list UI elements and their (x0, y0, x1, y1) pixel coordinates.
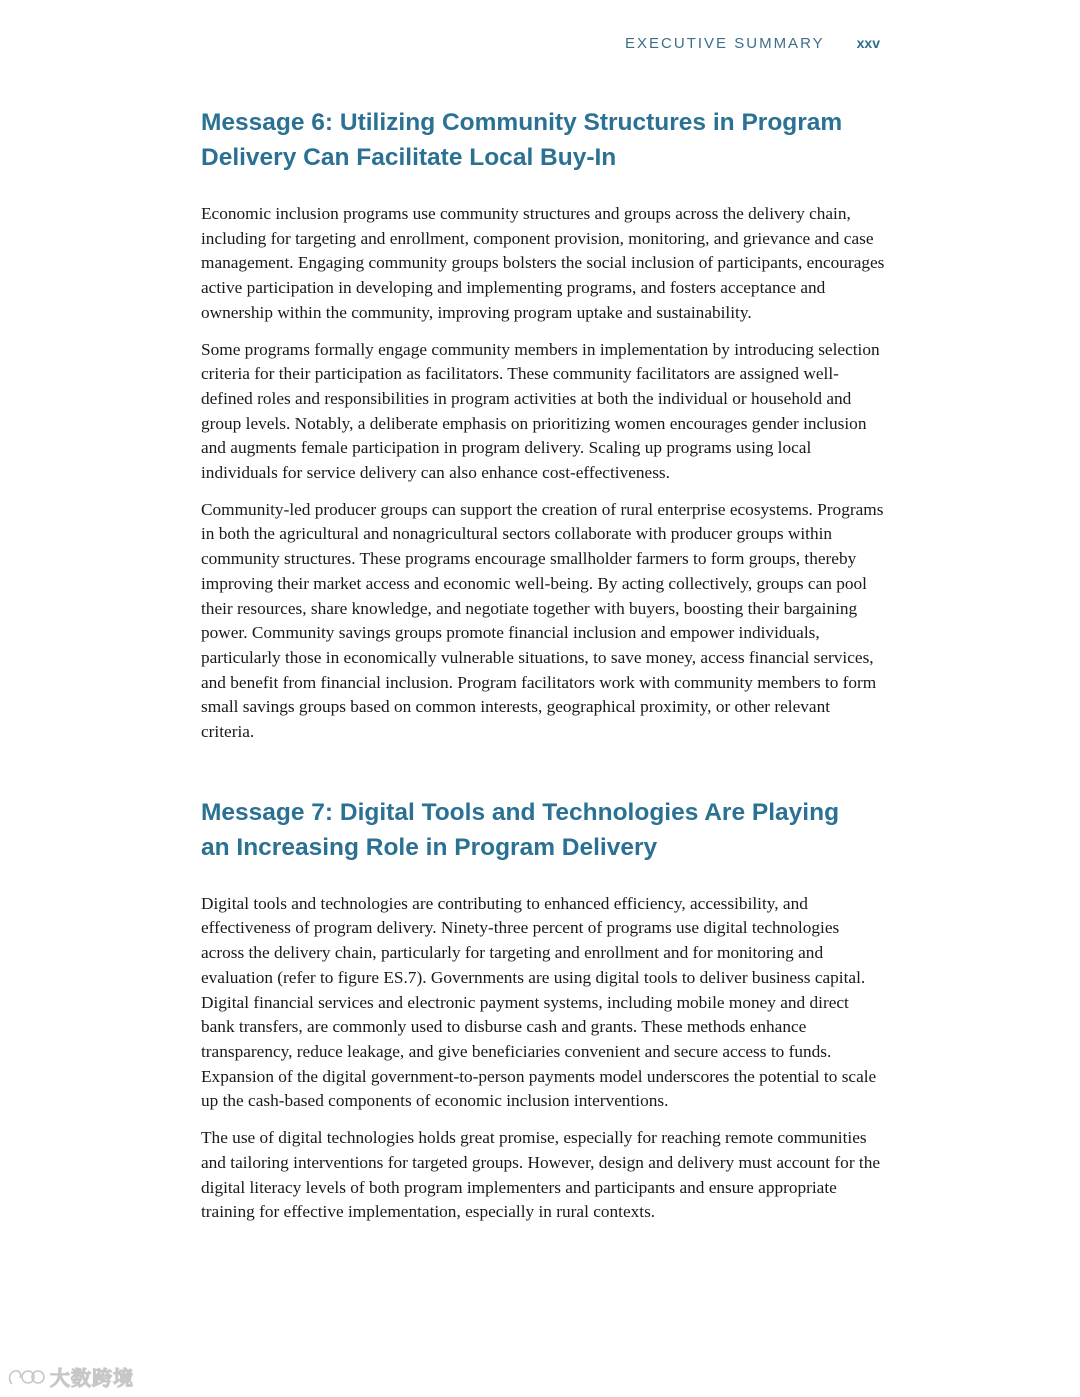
running-title: EXECUTIVE SUMMARY (625, 35, 825, 52)
heading-line: Message 7: Digital Tools and Technologies Are Playing (201, 798, 840, 826)
paragraph: The use of digital technologies holds great promise, especially for reaching remote communities and tailoring interventions for targeted groups. However, design and delivery must account for the digital literacy levels of both program implementers and participants and ensure appropriate training for effective implementation, especially in rural contexts. (201, 1128, 881, 1222)
message-6-section (201, 105, 885, 745)
watermark-text: 大数跨境 (50, 1366, 134, 1390)
page-content (201, 105, 885, 1237)
message-7-section (201, 795, 885, 1225)
paragraph: Economic inclusion programs use community structures and groups across the delivery chain, including for targeting and enrollment, component provision, monitoring, and grievance and case management. Engaging community groups bolsters the social inclusion of participants, encourages active participation in developing and implementing programs, and fosters acceptance and ownership within the community, improving program uptake and sustainability. (201, 204, 885, 322)
watermark (6, 1362, 134, 1391)
watermark-logo-icon (6, 1366, 46, 1388)
running-header (625, 35, 880, 52)
message-6-heading (201, 105, 885, 175)
heading-line: an Increasing Role in Program Delivery (201, 833, 658, 861)
paragraph: Community-led producer groups can support the creation of rural enterprise ecosystems. Programs in both the agricultural and nonagricultural sectors collaborate with producer groups within community structures. These programs encourage smallholder farmers to form groups, thereby improving their market access and economic well-being. By acting collectively, groups can pool their resources, share knowledge, and negotiate together with buyers, boosting their bargaining power. Community savings groups promote financial inclusion and empower individuals, particularly those in economically vulnerable situations, to save money, access financial services, and benefit from financial inclusion. Program facilitators work with community members to form small savings groups based on common interests, geographical proximity, or other relevant criteria. (201, 499, 884, 742)
paragraph: Some programs formally engage community members in implementation by introducing selection criteria for their participation as facilitators. These community facilitators are assigned well-defined roles and responsibilities in program activities at both the individual or household and group levels. Notably, a deliberate emphasis on prioritizing women encourages gender inclusion and augments female participation in program delivery. Scaling up programs using local individuals for service delivery can also enhance cost-effectiveness. (201, 339, 880, 483)
heading-line: Delivery Can Facilitate Local Buy-In (201, 144, 617, 171)
message-7-heading (201, 795, 885, 865)
page-number: xxv (856, 35, 880, 51)
paragraph: Digital tools and technologies are contributing to enhanced efficiency, accessibility, and effectiveness of program delivery. Ninety-three percent of programs use digital technologies across the delivery chain, particularly for targeting and enrollment and for monitoring and evaluation (refer to figure ES.7). Governments are using digital tools to deliver business capital. Digital financial services and electronic payment systems, including mobile money and direct bank transfers, are commonly used to disburse cash and grants. These methods enhance transparency, reduce leakage, and give beneficiaries convenient and secure access to funds. Expansion of the digital government-to-person payments model underscores the potential to scale up the cash-based components of economic inclusion interventions. (201, 893, 877, 1111)
heading-line: Message 6: Utilizing Community Structures in Program (201, 109, 843, 136)
